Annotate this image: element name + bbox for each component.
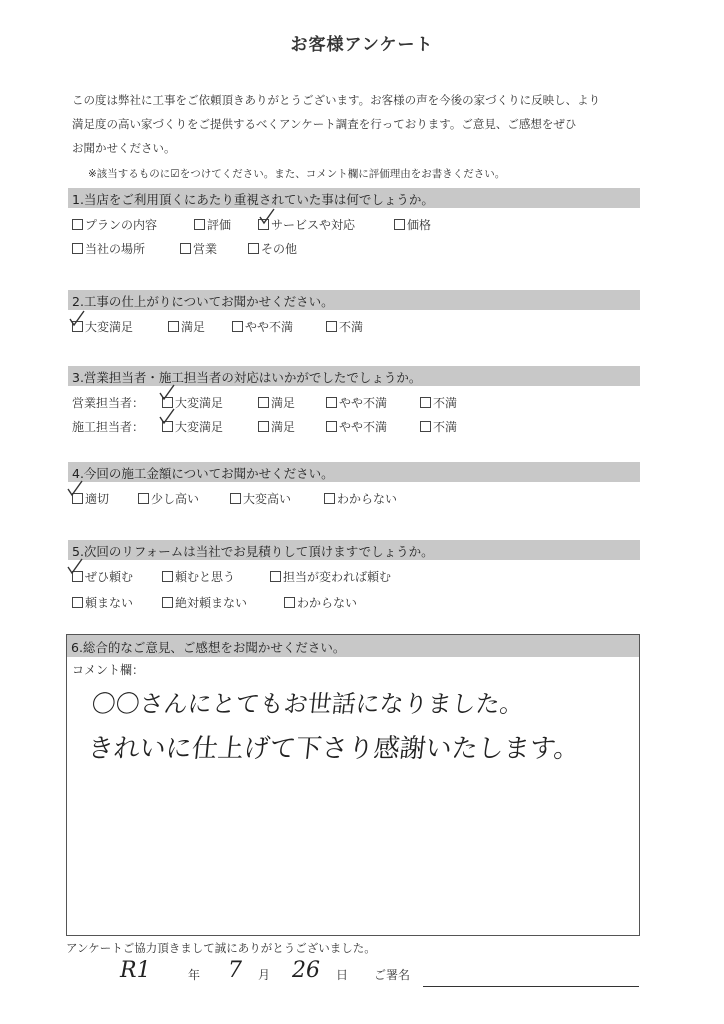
check-mark-icon (68, 310, 86, 328)
q4-option-appropriate[interactable]: 適切 (72, 490, 109, 507)
q1-question-band (68, 188, 640, 208)
q1-option-sales[interactable]: 営業 (180, 240, 217, 257)
q3-question: 3.営業担当者・施工担当者の対応はいかがでしたでしょうか。 (72, 370, 422, 385)
q2-option-very-satisfied[interactable]: 大変満足 (72, 318, 133, 335)
q6-question-band (67, 635, 639, 657)
thanks-message: アンケートご協力頂きまして誠にありがとうございました。 (66, 941, 376, 955)
q1-option-price[interactable]: 価格 (394, 216, 431, 233)
checkbox-icon (194, 219, 205, 230)
checkbox-icon (420, 421, 431, 432)
checkbox-icon (258, 421, 269, 432)
q5-option-definitely[interactable]: ぜひ頼む (72, 568, 133, 585)
checkbox-icon (72, 597, 83, 608)
q2-question-band (68, 290, 640, 310)
q2-question: 2.工事の仕上がりについてお聞かせください。 (72, 294, 334, 309)
q3-sales-unsatisfied[interactable]: 不満 (420, 394, 457, 411)
q4-option-slightly-high[interactable]: 少し高い (138, 490, 199, 507)
check-mark-icon (66, 558, 84, 576)
checkbox-icon (248, 243, 259, 254)
signature-label: ご署名 (374, 968, 411, 982)
q4-question-band (68, 462, 640, 482)
q1-option-plan[interactable]: プランの内容 (72, 216, 157, 233)
checkbox-icon (326, 421, 337, 432)
checkbox-icon (162, 597, 173, 608)
checkbox-icon (72, 219, 83, 230)
q5-option-dont-know[interactable]: わからない (284, 594, 357, 611)
q5-question-band (68, 540, 640, 560)
date-era-value[interactable]: R1 (120, 958, 151, 983)
q1-option-service[interactable]: サービスや対応 (258, 216, 355, 233)
checkbox-icon (168, 321, 179, 332)
checkbox-icon (230, 493, 241, 504)
q4-option-dont-know[interactable]: わからない (324, 490, 397, 507)
q1-question: 1.当店をご利用頂くにあたり重視されていた事は何でしょうか。 (72, 192, 434, 207)
q3-construction-very-satisfied[interactable]: 大変満足 (162, 418, 223, 435)
q3-question-band (68, 366, 640, 386)
checkbox-icon (138, 493, 149, 504)
checkbox-icon (326, 321, 337, 332)
signature-field[interactable] (423, 986, 639, 987)
q1-option-location[interactable]: 当社の場所 (72, 240, 145, 257)
month-label: 月 (258, 968, 271, 982)
checkbox-icon (326, 397, 337, 408)
checkbox-icon (180, 243, 191, 254)
q3-sales-very-satisfied[interactable]: 大変満足 (162, 394, 223, 411)
comment-line-1[interactable]: 〇〇さんにとてもお世話になりました。 (90, 690, 526, 718)
checkbox-icon (270, 571, 281, 582)
checkbox-icon (162, 571, 173, 582)
q5-option-probably[interactable]: 頼むと思う (162, 568, 235, 585)
q3-row-construction-label: 施工担当者： (72, 420, 145, 434)
q4-question: 4.今回の施工金額についてお聞かせください。 (72, 466, 334, 481)
q3-construction-unsatisfied[interactable]: 不満 (420, 418, 457, 435)
month-value[interactable]: 7 (228, 958, 242, 983)
checkbox-icon (394, 219, 405, 230)
day-value[interactable]: 26 (292, 958, 320, 983)
q3-construction-somewhat-unsatisfied[interactable]: やや不満 (326, 418, 387, 435)
instruction-note: ※該当するものに☑をつけてください。また、コメント欄に評価理由をお書きください。 (88, 168, 506, 180)
q5-question: 5.次回のリフォームは当社でお見積りして頂けますでしょうか。 (72, 544, 434, 559)
check-mark-icon (158, 408, 176, 426)
q3-sales-satisfied[interactable]: 満足 (258, 394, 295, 411)
q2-option-satisfied[interactable]: 満足 (168, 318, 205, 335)
checkbox-icon (258, 397, 269, 408)
q2-option-somewhat-unsatisfied[interactable]: やや不満 (232, 318, 293, 335)
checkbox-icon (324, 493, 335, 504)
checkbox-icon (72, 243, 83, 254)
q3-sales-somewhat-unsatisfied[interactable]: やや不満 (326, 394, 387, 411)
q3-row-sales-label: 営業担当者： (72, 396, 145, 410)
checkbox-icon (284, 597, 295, 608)
intro-line-3: お聞かせください。 (72, 141, 176, 155)
intro-line-1: この度は弊社に工事をご依頼頂きありがとうございます。お客様の声を今後の家づくりに反映し、より (72, 93, 601, 107)
page-title: お客様アンケート (290, 35, 434, 55)
check-mark-icon (258, 208, 276, 226)
q2-option-unsatisfied[interactable]: 不満 (326, 318, 363, 335)
day-label: 日 (336, 968, 349, 982)
comment-box (66, 634, 640, 936)
q3-construction-satisfied[interactable]: 満足 (258, 418, 295, 435)
check-mark-icon (66, 480, 84, 498)
q5-option-no[interactable]: 頼まない (72, 594, 133, 611)
comment-line-2[interactable]: きれいに仕上げて下さり感謝いたします。 (86, 734, 582, 764)
q4-option-very-high[interactable]: 大変高い (230, 490, 291, 507)
comment-label: コメント欄： (72, 663, 145, 677)
q6-question: 6.総合的なご意見、ご感想をお聞かせください。 (71, 640, 346, 655)
check-mark-icon (158, 384, 176, 402)
checkbox-icon (420, 397, 431, 408)
intro-line-2: 満足度の高い家づくりをご提供するべくアンケート調査を行っております。ご意見、ご感想をぜひ (72, 117, 577, 131)
checkbox-icon (232, 321, 243, 332)
year-label: 年 (188, 968, 201, 982)
q5-option-definitely-not[interactable]: 絶対頼まない (162, 594, 247, 611)
q1-option-other[interactable]: その他 (248, 240, 297, 257)
q5-option-if-staff-changes[interactable]: 担当が変われば頼む (270, 568, 391, 585)
q1-option-evaluation[interactable]: 評価 (194, 216, 231, 233)
